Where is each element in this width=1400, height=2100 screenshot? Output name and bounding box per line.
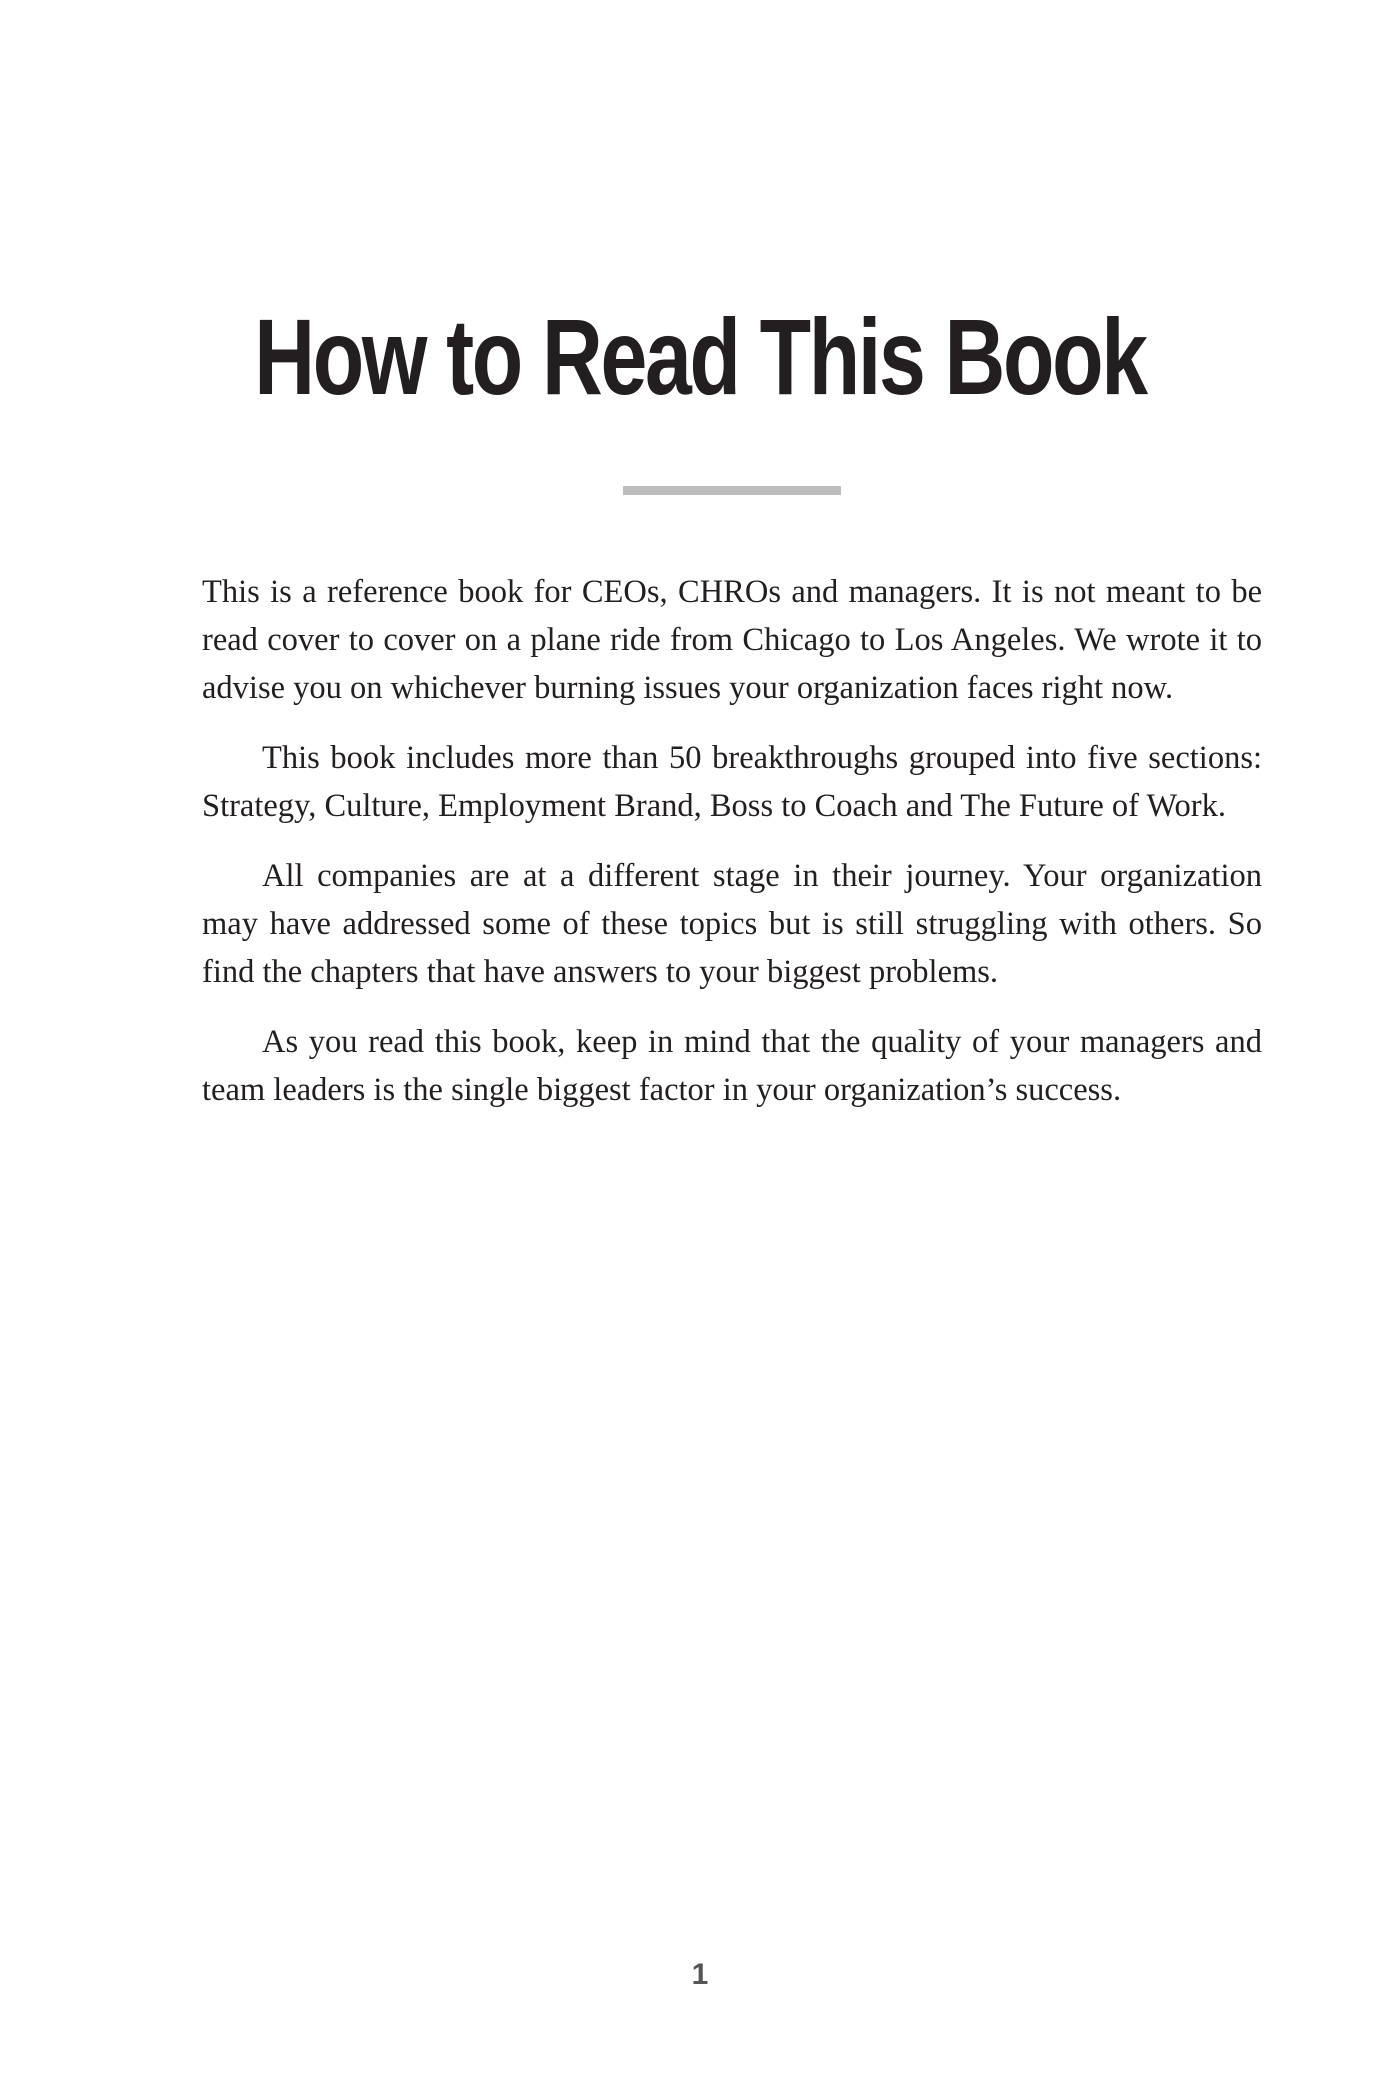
paragraph: This is a reference book for CEOs, CHROs and managers. It is not meant to be read cover to cover on a plane ride from Chicago to Los Angeles. We wrote it to advise you on whichever burning issues your organization faces right now.: [202, 574, 1262, 706]
paragraph: This book includes more than 50 breakthroughs grouped into five sections: Strategy, Culture, Employment Brand, Boss to Coach and The Future of Work.: [202, 740, 1262, 824]
paragraph: As you read this book, keep in mind that the quality of your managers and team leaders is the single biggest factor in your organization’s success.: [202, 1024, 1262, 1108]
paragraph: All companies are at a different stage in their journey. Your organization may have addressed some of these topics but is still struggling with others. So find the chapters that have answers to your biggest problems.: [202, 858, 1262, 990]
title-divider: [623, 486, 841, 495]
page-number: 1: [691, 1958, 709, 1991]
chapter-title: How to Read This Book: [254, 296, 1146, 417]
body-text: [202, 568, 1262, 1136]
